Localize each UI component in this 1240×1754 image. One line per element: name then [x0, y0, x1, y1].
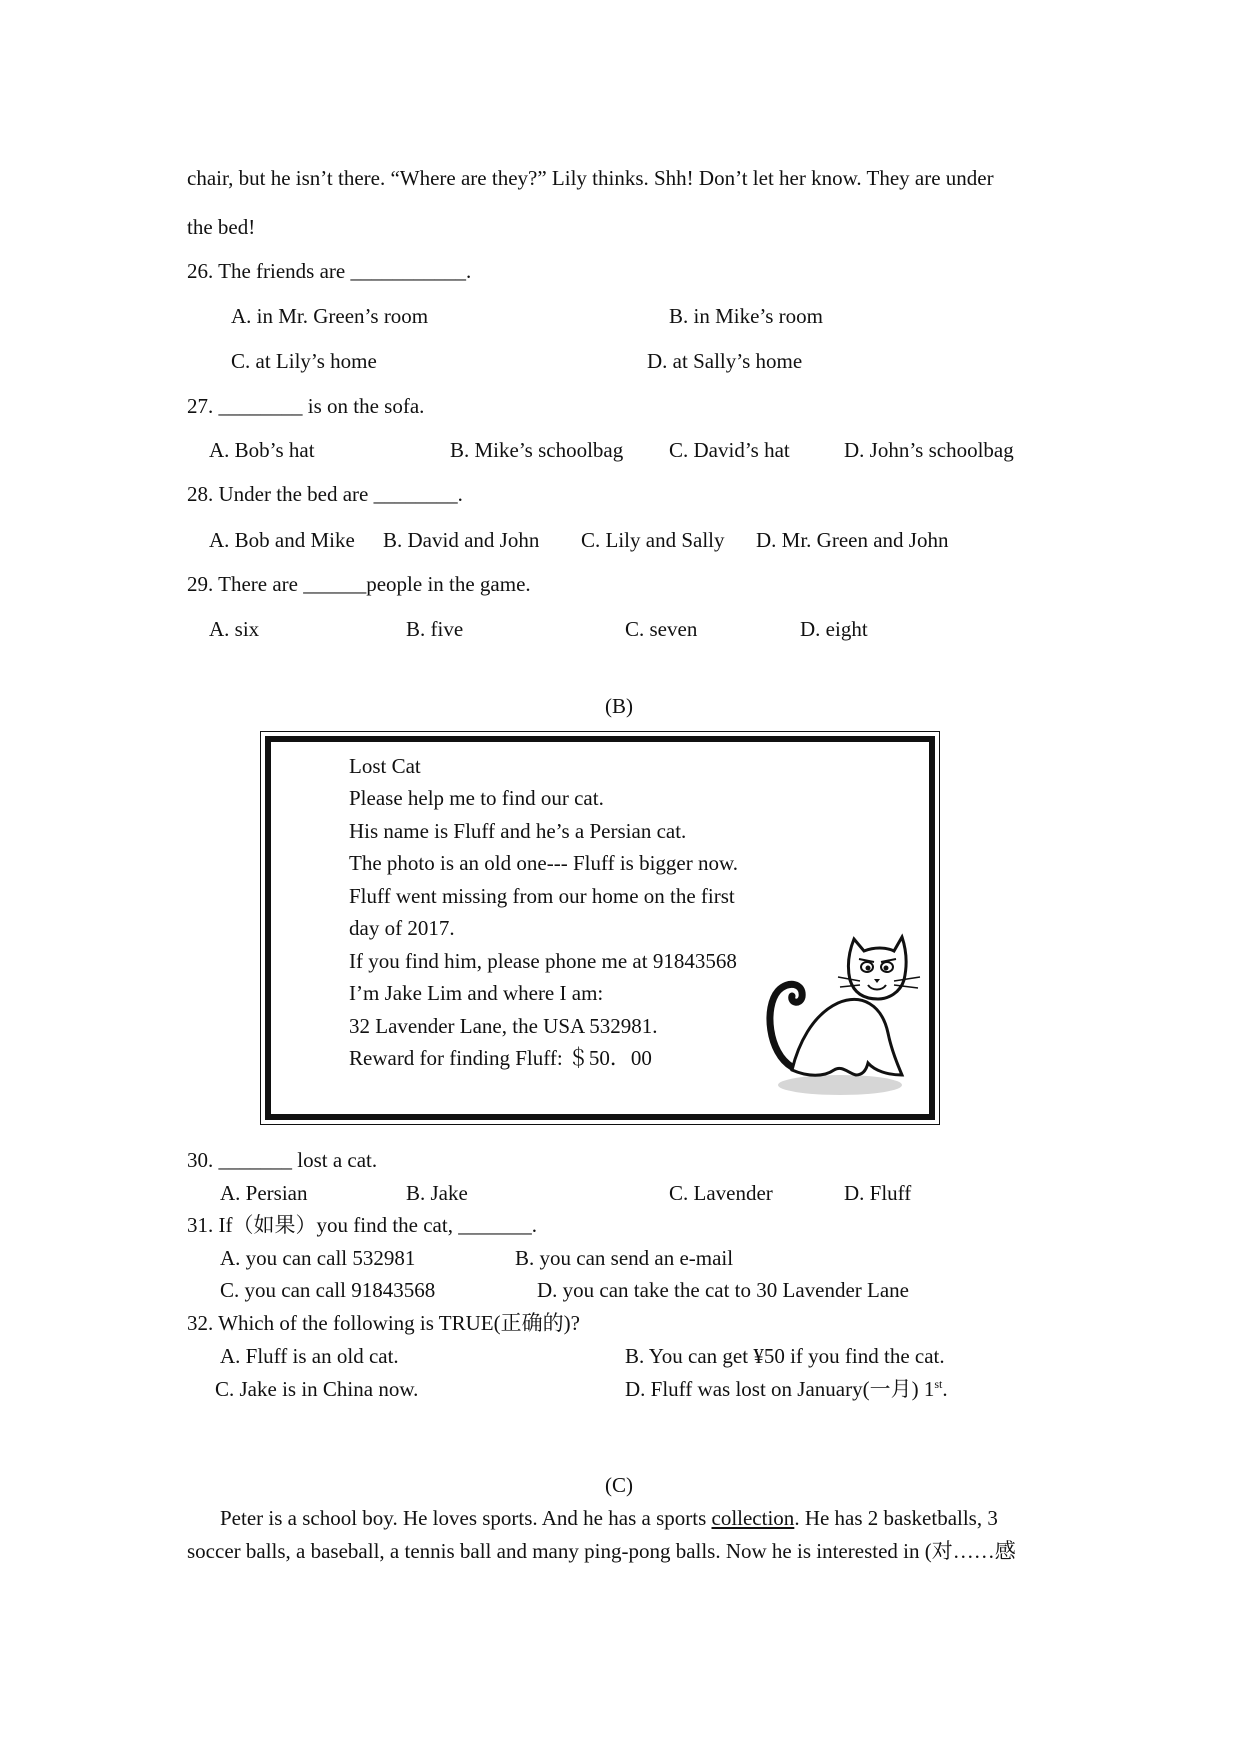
q31-option-a: A. you can call 532981 [220, 1246, 416, 1270]
q27-option-b: B. Mike’s schoolbag [450, 438, 624, 462]
q32-option-d-text: D. Fluff was lost on January(一月) 1 [625, 1377, 935, 1401]
question-32-stem: 32. Which of the following is TRUE(正确的)? [187, 1311, 580, 1335]
question-29-stem: 29. There are ______people in the game. [187, 572, 531, 596]
notice-line: Please help me to find our cat. [349, 786, 604, 810]
q26-option-a: A. in Mr. Green’s room [231, 304, 429, 328]
q29-option-b: B. five [406, 617, 464, 641]
underlined-word-collection: collection [711, 1506, 795, 1530]
q32-option-d [625, 1379, 948, 1400]
notice-title: Lost Cat [349, 754, 421, 778]
q32-option-d-period: . [942, 1377, 948, 1401]
q31-option-c: C. you can call 91843568 [220, 1278, 436, 1302]
question-31-stem: 31. If（如果）you find the cat, _______. [187, 1213, 537, 1237]
q28-option-c: C. Lily and Sally [581, 528, 725, 552]
notice-line: Fluff went missing from our home on the first [349, 884, 735, 908]
q26-option-d: D. at Sally’s home [647, 349, 803, 373]
q29-option-c: C. seven [625, 617, 698, 641]
q30-option-d: D. Fluff [844, 1181, 912, 1205]
q32-option-b: B. You can get ¥50 if you find the cat. [625, 1344, 945, 1368]
section-c-label: (C) [605, 1473, 633, 1497]
question-27-stem: 27. ________ is on the sofa. [187, 394, 425, 418]
q30-option-a: A. Persian [220, 1181, 308, 1205]
q29-option-d: D. eight [800, 617, 868, 641]
question-26-stem: 26. The friends are ___________. [187, 259, 472, 283]
passage-c-text: Peter is a school boy. He loves sports. And he has a sports [220, 1506, 712, 1530]
notice-line: 32 Lavender Lane, the USA 532981. [349, 1014, 658, 1038]
q30-option-b: B. Jake [406, 1181, 468, 1205]
passage-line: the bed! [187, 215, 256, 239]
notice-line: If you find him, please phone me at 91843568 [349, 949, 737, 973]
notice-line: The photo is an old one--- Fluff is bigger now. [349, 851, 739, 875]
q31-option-b: B. you can send an e-mail [515, 1246, 734, 1270]
question-30-stem: 30. _______ lost a cat. [187, 1148, 378, 1172]
notice-line: I’m Jake Lim and where I am: [349, 981, 604, 1005]
passage-c-line: soccer balls, a baseball, a tennis ball and many ping-pong balls. Now he is interested in (对……感 [187, 1539, 1016, 1563]
notice-reward: Reward for finding Fluff: ＄50．00 [349, 1046, 652, 1070]
q27-option-a: A. Bob’s hat [209, 438, 315, 462]
q32-option-c: C. Jake is in China now. [215, 1377, 419, 1401]
notice-line: His name is Fluff and he’s a Persian cat. [349, 819, 687, 843]
q27-option-c: C. David’s hat [669, 438, 790, 462]
question-28-stem: 28. Under the bed are ________. [187, 482, 463, 506]
q26-option-c: C. at Lily’s home [231, 349, 377, 373]
q30-option-c: C. Lavender [669, 1181, 773, 1205]
passage-c-line [220, 1508, 998, 1529]
cat-illustration [750, 925, 930, 1105]
q28-option-d: D. Mr. Green and John [756, 528, 949, 552]
passage-line: chair, but he isn’t there. “Where are they?” Lily thinks. Shh! Don’t let her know. They are under [187, 166, 994, 190]
q28-option-b: B. David and John [383, 528, 540, 552]
q29-option-a: A. six [209, 617, 260, 641]
q26-option-b: B. in Mike’s room [669, 304, 824, 328]
section-b-label: (B) [605, 694, 633, 718]
q32-option-d-superscript: st [934, 1377, 943, 1391]
q32-option-a: A. Fluff is an old cat. [220, 1344, 399, 1368]
q31-option-d: D. you can take the cat to 30 Lavender Lane [537, 1278, 910, 1302]
passage-c-text: . He has 2 basketballs, 3 [794, 1506, 998, 1530]
notice-line: day of 2017. [349, 916, 455, 940]
q27-option-d: D. John’s schoolbag [844, 438, 1014, 462]
q28-option-a: A. Bob and Mike [209, 528, 355, 552]
